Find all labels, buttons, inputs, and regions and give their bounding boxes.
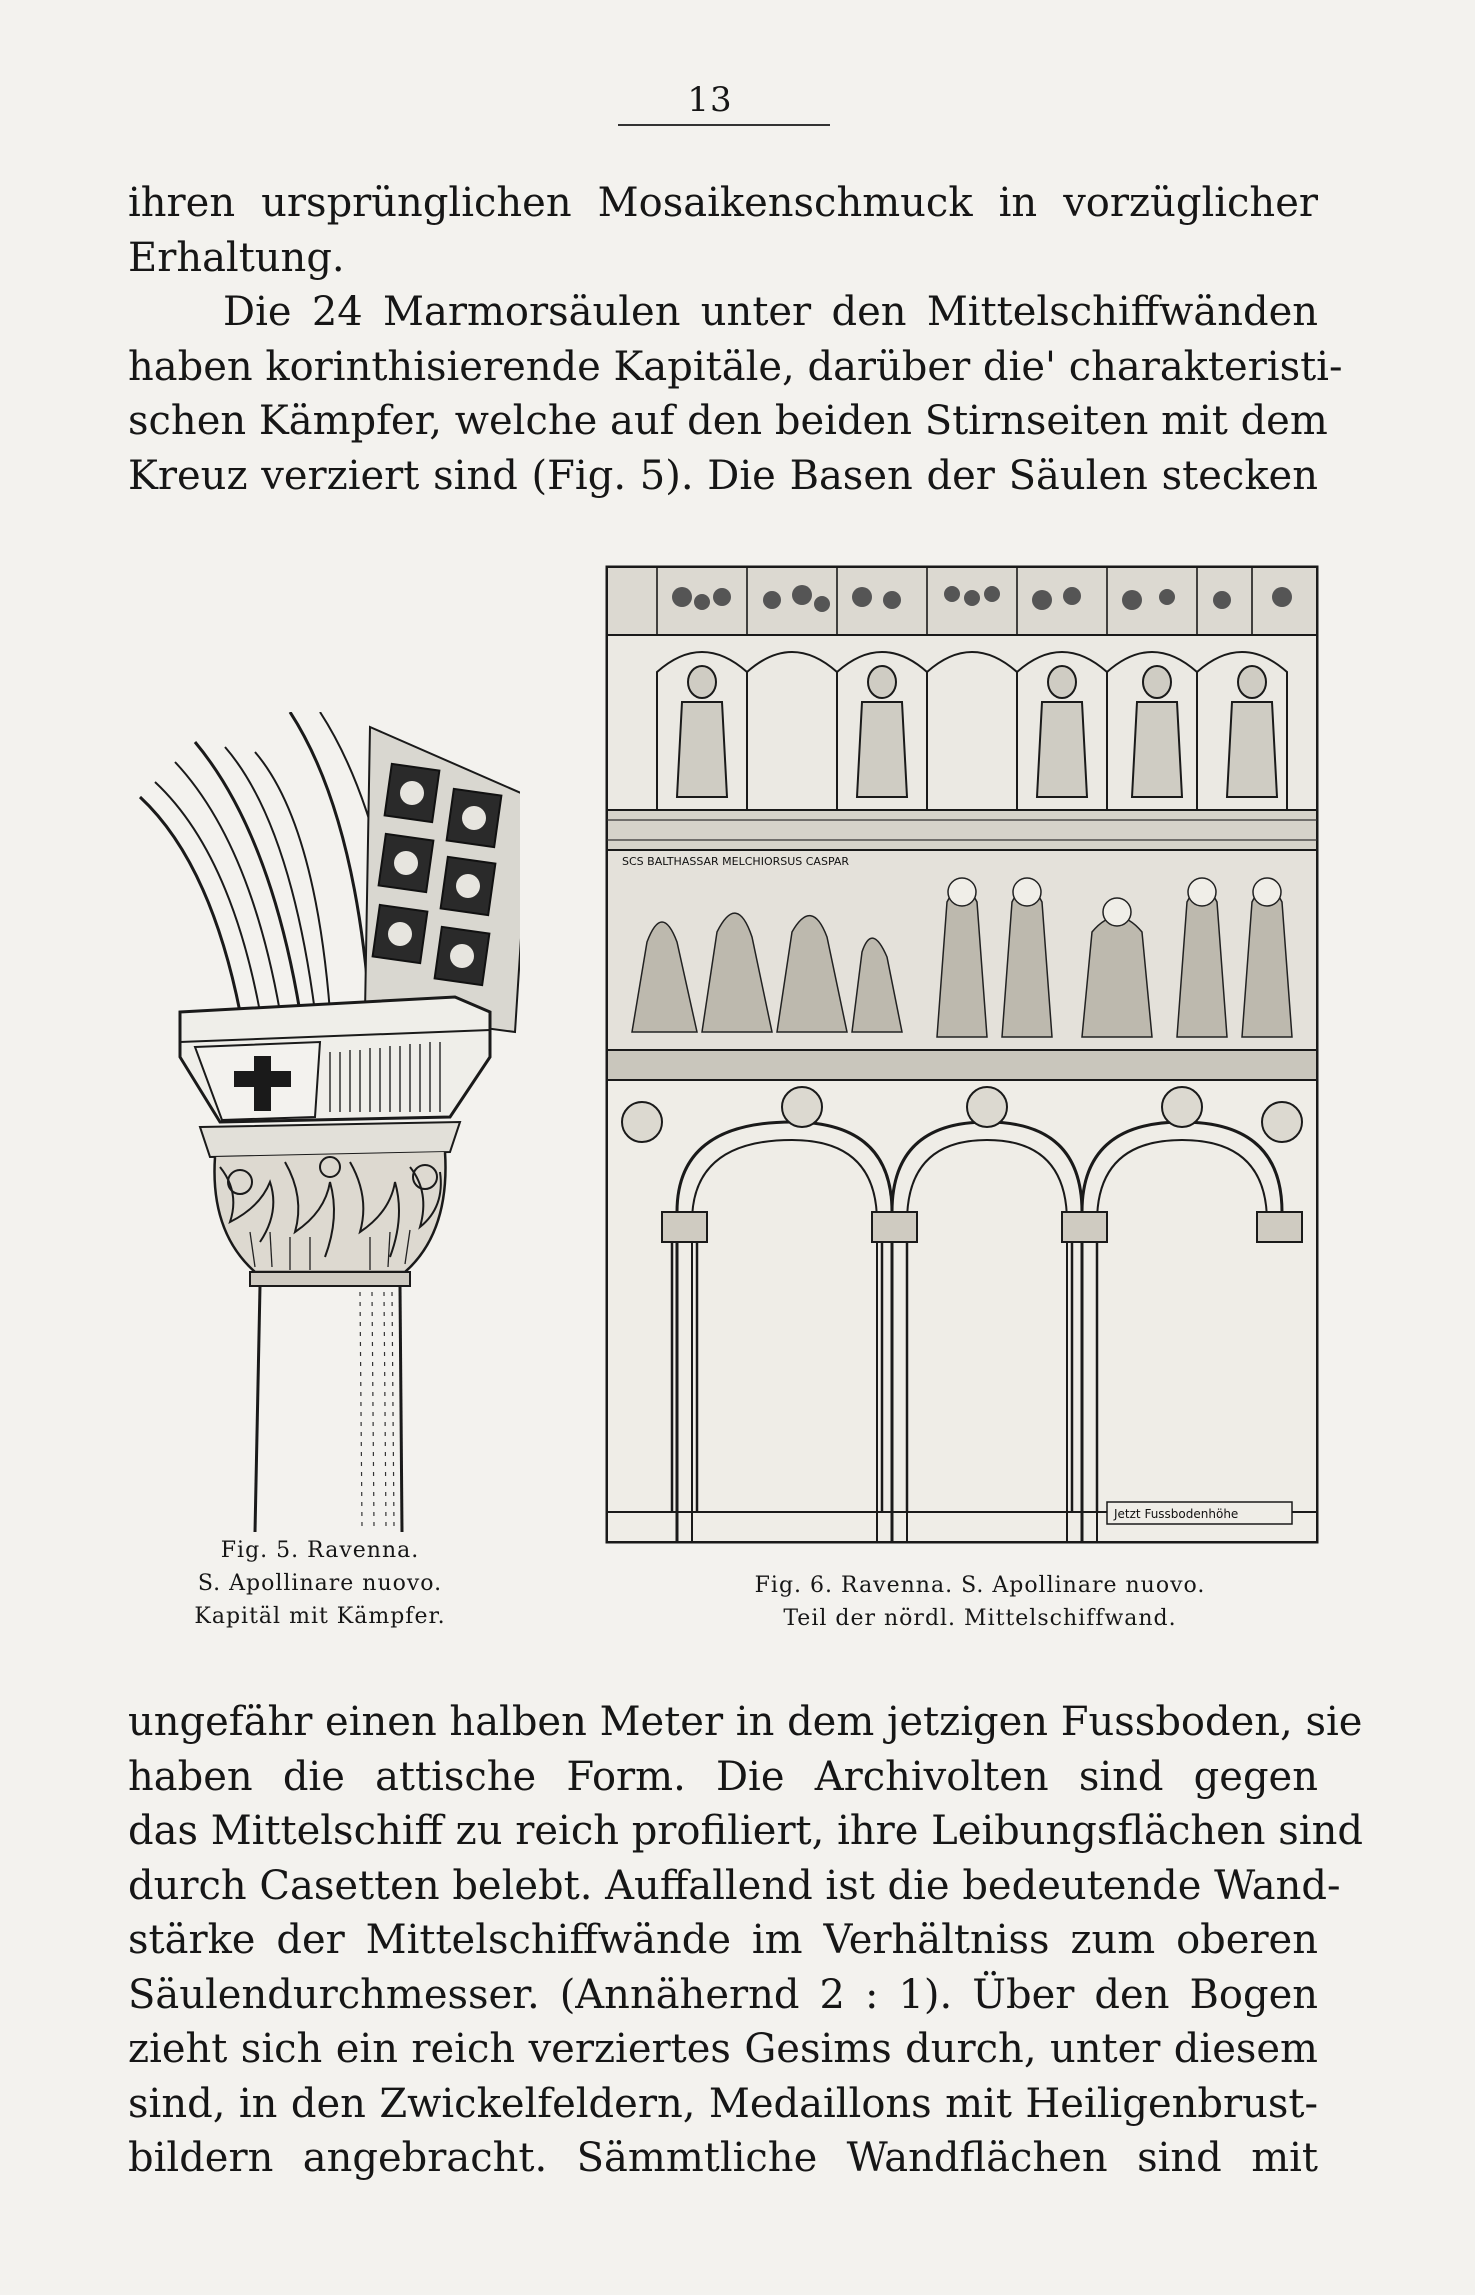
text-line: Säulendurchmesser. (Annähernd 2 : 1). Über den Bogen bbox=[128, 1971, 1318, 2018]
text-line: ihren ursprünglichen Mosaikenschmuck in vorzüglicher bbox=[128, 180, 1318, 226]
figure-6-nave-wall-illustration bbox=[602, 562, 1322, 1547]
figure-5-caption bbox=[110, 1534, 530, 1633]
text-line: haben korinthisierende Kapitäle, darüber die' charakteristi- bbox=[128, 343, 1343, 390]
page-number-rule bbox=[618, 124, 830, 126]
text-line: durch Casetten belebt. Auffallend ist die bedeutende Wand- bbox=[128, 1862, 1341, 1909]
text-line: stärke der Mittelschiffwände im Verhältniss zum oberen bbox=[128, 1917, 1318, 1963]
text-line: ungefähr einen halben Meter in dem jetzigen Fussboden, sie bbox=[128, 1699, 1363, 1745]
text-line: haben die attische Form. Die Archivolten sind gegen bbox=[128, 1753, 1318, 1800]
text-line: Die 24 Marmorsäulen unter den Mittelschiffwänden bbox=[223, 289, 1318, 335]
text-line: das Mittelschiff zu reich profiliert, ihre Leibungsflächen sind bbox=[128, 1808, 1363, 1854]
text-line: schen Kämpfer, welche auf den beiden Stirnseiten mit dem bbox=[128, 398, 1328, 444]
floor-level-label: Jetzt Fussbodenhöhe bbox=[1114, 1507, 1239, 1521]
caption-line: Fig. 6. Ravenna. S. Apollinare nuovo. bbox=[754, 1573, 1206, 1598]
paragraph-bottom bbox=[128, 1695, 1363, 2186]
text-line: sind, in den Zwickelfeldern, Medaillons mit Heiligenbrust- bbox=[128, 2080, 1318, 2127]
figure-6-caption bbox=[640, 1569, 1320, 1635]
paragraph-top bbox=[128, 176, 1343, 503]
page-number: 13 bbox=[687, 80, 733, 120]
text-line: zieht sich ein reich verziertes Gesims durch, unter diesem bbox=[128, 2026, 1318, 2072]
caption-line: Kapitäl mit Kämpfer. bbox=[194, 1604, 446, 1629]
text-line: Kreuz verziert sind (Fig. 5). Die Basen der Säulen stecken bbox=[128, 452, 1318, 499]
text-line: Erhaltung. bbox=[128, 234, 345, 281]
caption-line: Teil der nördl. Mittelschiffwand. bbox=[783, 1606, 1177, 1631]
magi-inscription: SCS BALTHASSAR MELCHIORSUS CASPAR bbox=[622, 855, 850, 868]
nave-wall-drawing bbox=[602, 562, 1322, 1547]
caption-line: Fig. 5. Ravenna. bbox=[220, 1538, 420, 1563]
figure-5-capital-illustration bbox=[120, 712, 520, 1532]
text-line: bildern angebracht. Sämmtliche Wandflächen sind mit bbox=[128, 2135, 1318, 2181]
caption-line: S. Apollinare nuovo. bbox=[197, 1571, 443, 1596]
capital-drawing bbox=[120, 712, 520, 1532]
